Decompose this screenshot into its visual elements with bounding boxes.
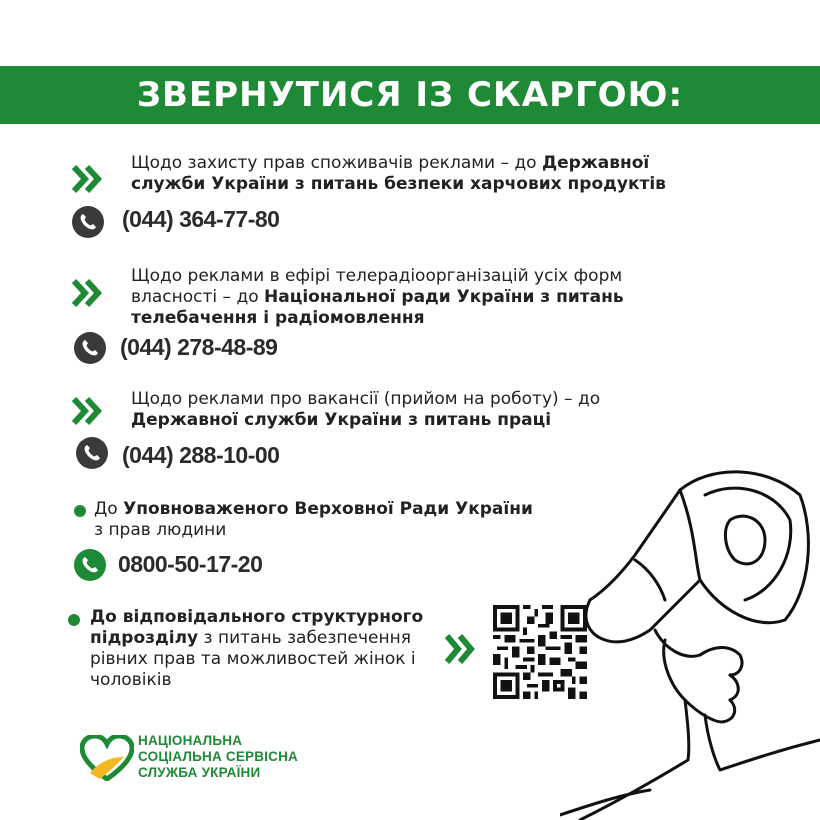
nssu-logo-icon — [80, 735, 134, 781]
double-chevron-icon — [72, 397, 106, 425]
phone-icon — [72, 206, 104, 238]
phone-icon — [74, 332, 106, 364]
page-title: ЗВЕРНУТИСЯ ІЗ СКАРГОЮ: — [136, 75, 684, 115]
double-chevron-icon — [72, 165, 106, 193]
double-chevron-icon — [445, 634, 479, 664]
complaint-item-4-text: До Уповноваженого Верховної Ради України з прав людини — [94, 499, 533, 540]
megaphone-illustration — [560, 460, 820, 820]
phone-number-3: (044) 288-10-00 — [122, 442, 280, 468]
phone-number-2: (044) 278-48-89 — [120, 334, 278, 360]
phone-number-1: (044) 364-77-80 — [122, 206, 280, 232]
organization-name: НАЦІОНАЛЬНА СОЦІАЛЬНА СЕРВІСНА СЛУЖБА УКРАЇНИ — [138, 733, 298, 780]
double-chevron-icon — [72, 279, 106, 307]
bullet-dot — [68, 614, 80, 626]
phone-icon — [74, 549, 106, 581]
phone-number-4: 0800-50-17-20 — [118, 551, 263, 577]
bullet-dot — [74, 505, 86, 517]
complaint-item-5-text: До відповідального структурного підрозділу з питань забезпечення рівних прав та можливостей жінок і чоловіків — [90, 607, 424, 690]
complaint-item-1-text: Щодо захисту прав споживачів реклами – до Державної служби України з питань безпеки харчових продуктів — [131, 153, 666, 194]
complaint-item-3-text: Щодо реклами про вакансії (прийом на роботу) – до Державної служби України з питань праці — [131, 389, 601, 430]
complaint-item-2-text: Щодо реклами в ефірі телерадіоорганізацій усіх форм власності – до Національної ради України з питань телебачення і радіомовлення — [131, 266, 624, 328]
phone-icon — [76, 437, 108, 469]
header-banner — [0, 66, 820, 124]
